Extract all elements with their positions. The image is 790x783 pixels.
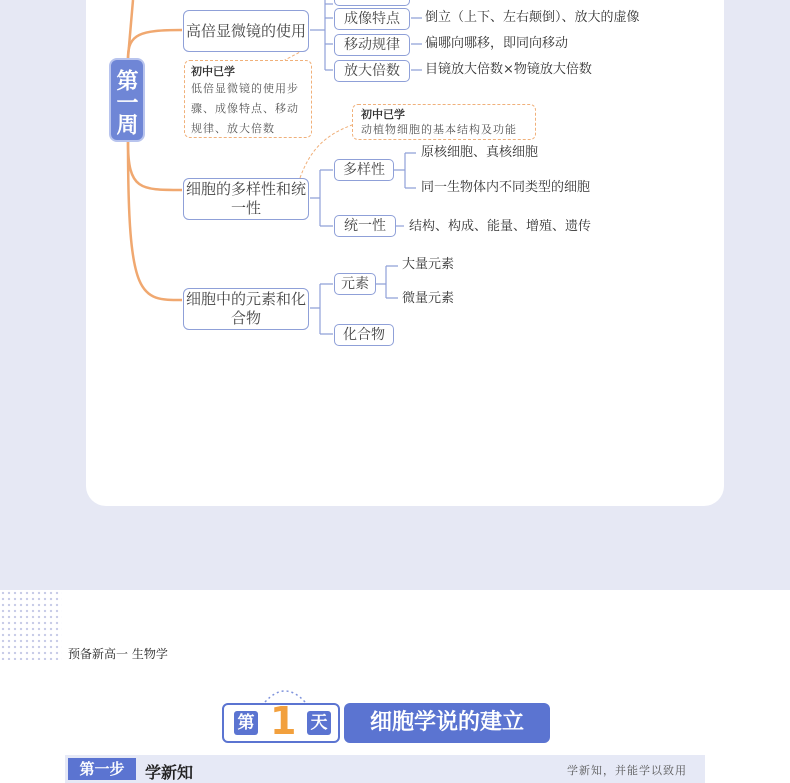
page-header: 预备新高一 生物学 — [68, 647, 168, 661]
sub-diversity: 多样性 — [334, 159, 394, 181]
cutoff-sub-box — [334, 0, 410, 6]
note-title: 初中已学 — [191, 65, 235, 78]
sub-elements: 元素 — [334, 273, 376, 295]
day-suffix: 天 — [307, 711, 331, 735]
day-number: 1 — [270, 699, 297, 743]
leaf-cell-types: 原核细胞、真核细胞 — [421, 145, 539, 160]
leaf-cell-variety: 同一生物体内不同类型的细胞 — [421, 180, 591, 195]
week-label: 第一周 — [109, 58, 145, 142]
leaf-magnification: 目镜放大倍数×物镜放大倍数 — [425, 62, 592, 77]
sub-compounds: 化合物 — [334, 324, 394, 346]
sub-imaging: 成像特点 — [334, 8, 410, 30]
decorative-dot-grid — [0, 590, 62, 660]
leaf-movement: 偏哪向哪移，即同向移动 — [425, 36, 569, 51]
step-note: 学新知，并能学以致用 — [567, 764, 687, 777]
day-banner — [222, 699, 550, 743]
step-label: 第一步 — [68, 758, 136, 780]
note-text: 动植物细胞的基本结构及功能 — [361, 123, 517, 136]
topic-microscope: 高倍显微镜的使用 — [183, 10, 309, 52]
sub-magnification: 放大倍数 — [334, 60, 410, 82]
note-junior-cell — [352, 104, 536, 140]
topic-elements-compounds: 细胞中的元素和化合物 — [183, 288, 309, 330]
day-prefix: 第 — [234, 711, 258, 735]
leaf-micro-elements: 微量元素 — [402, 291, 455, 306]
sub-unity: 统一性 — [334, 215, 396, 237]
note-junior-microscope — [184, 60, 312, 138]
day-number-box — [222, 699, 340, 743]
sub-movement: 移动规律 — [334, 34, 410, 56]
step-title: 学新知 — [145, 763, 194, 782]
leaf-unity: 结构、构成、能量、增殖、遗传 — [409, 219, 592, 234]
leaf-macro-elements: 大量元素 — [402, 257, 455, 272]
note-title: 初中已学 — [361, 108, 405, 121]
note-text: 低倍显微镜的使用步骤、成像特点、移动规律、放大倍数 — [191, 82, 299, 135]
day-title: 细胞学说的建立 — [344, 703, 550, 743]
topic-diversity-unity: 细胞的多样性和统一性 — [183, 178, 309, 220]
leaf-imaging: 倒立（上下、左右颠倒）、放大的虚像 — [425, 10, 640, 25]
